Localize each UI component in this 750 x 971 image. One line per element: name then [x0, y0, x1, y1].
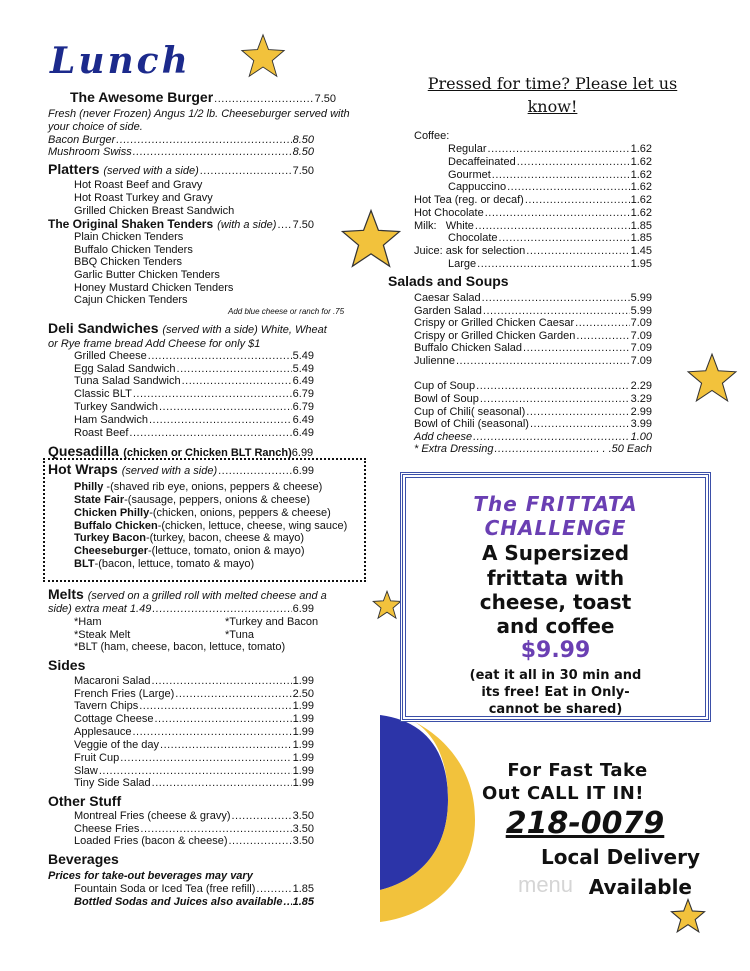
deli-item: [74, 375, 314, 388]
other-item: [74, 810, 314, 823]
wraps-price: 6.99: [292, 465, 314, 477]
coffee-label: Coffee:: [414, 130, 450, 142]
star-icon: [686, 352, 738, 404]
takeout-line-2: Out CALL IT IN!: [481, 783, 645, 804]
deli-item-price: 6.49: [292, 414, 314, 426]
deli-item-price: 5.49: [292, 363, 314, 375]
wrap-desc: -(chicken, onions, peppers & cheese): [149, 507, 331, 519]
extra-dressing-name: * Extra Dressing: [414, 443, 494, 455]
coffee-item: [448, 143, 652, 156]
other-name: Montreal Fries (cheese & gravy): [74, 810, 231, 822]
hot-chocolate-row: [414, 207, 652, 220]
salad-price: 5.99: [630, 292, 652, 304]
milk-price: 1.85: [630, 220, 652, 232]
salad-name: Garden Salad: [414, 305, 482, 317]
platter-item: Hot Roast Beef and Gravy: [74, 179, 203, 191]
side-item: [74, 726, 314, 739]
side-name: French Fries (Large): [74, 688, 175, 700]
frittata-title-1: The FRITTATA: [473, 492, 638, 516]
melt-item: *Ham: [74, 616, 102, 628]
side-price: 1.99: [292, 675, 314, 687]
wrap-desc: -(shaved rib eye, onions, peppers & cheese): [103, 481, 323, 493]
hot-tea-row: [414, 194, 652, 207]
melts-note-2: side) extra meat 1.49: [48, 603, 152, 615]
platters-header: [48, 163, 314, 178]
bacon-burger-price: 8.50: [292, 134, 314, 146]
melts-header: [48, 586, 327, 602]
tender-item: Garlic Butter Chicken Tenders: [74, 269, 220, 281]
tender-item: Buffalo Chicken Tenders: [74, 244, 193, 256]
salad-name: Caesar Salad: [414, 292, 481, 304]
burger-desc-2: your choice of side.: [48, 121, 143, 133]
pressed-line-2: know!: [527, 97, 578, 116]
salad-name: Buffalo Chicken Salad: [414, 342, 523, 354]
side-price: 1.99: [292, 752, 314, 764]
side-name: Cottage Cheese: [74, 713, 154, 725]
burger-price: 7.50: [314, 93, 336, 105]
side-item: [74, 777, 314, 790]
bottled-row: [74, 896, 314, 909]
side-price: 1.99: [292, 777, 314, 789]
deli-item-price: 6.79: [292, 401, 314, 413]
salad-item: [414, 305, 652, 318]
salad-price: 7.09: [630, 330, 652, 342]
menu-title: Lunch: [50, 40, 191, 82]
side-name: Fruit Cup: [74, 752, 120, 764]
wrap-name: State Fair: [74, 494, 125, 506]
juice-large-name: Large: [448, 258, 477, 270]
frittata-line-2: frittata with: [486, 566, 625, 590]
wrap-desc: -(lettuce, tomato, onion & mayo): [147, 545, 305, 557]
star-icon: [670, 898, 706, 934]
deli-item: [74, 401, 314, 414]
juice-row: [414, 245, 652, 258]
deli-item-name: Ham Sandwich: [74, 414, 148, 426]
juice-price: 1.45: [630, 245, 652, 257]
chocolate-milk-price: 1.85: [630, 232, 652, 244]
coffee-name: Decaffeinated: [448, 156, 516, 168]
salad-item: [414, 342, 652, 355]
deli-header: [48, 320, 327, 336]
deli-item-name: Egg Salad Sandwich: [74, 363, 176, 375]
burger-desc-1: Fresh (never Frozen) Angus 1/2 lb. Cheeseburger served with: [48, 108, 350, 120]
beverages-note: Prices for take-out beverages may vary: [48, 870, 253, 882]
frittata-title-2: CHALLENGE: [484, 516, 627, 540]
melts-title: Melts: [48, 586, 84, 602]
bottled-price: 1.85: [292, 896, 314, 908]
add-cheese-price: 1.00: [630, 431, 652, 443]
milk-name: Milk: White: [414, 220, 474, 232]
coffee-price: 1.62: [630, 143, 652, 155]
add-cheese-name: Add cheese: [414, 431, 473, 443]
side-item: [74, 752, 314, 765]
coffee-item: [448, 181, 652, 194]
deli-item: [74, 350, 314, 363]
pressed-line-1: Pressed for time? Please let us: [427, 74, 678, 93]
wrap-item: [74, 545, 305, 558]
milk-row: [414, 220, 652, 233]
wrap-item: [74, 532, 304, 545]
salads-title: Salads and Soups: [388, 273, 509, 289]
deli-note-1: (served with a side) White, Wheat: [162, 324, 327, 336]
wrap-item: [74, 494, 310, 507]
juice-large-price: 1.95: [630, 258, 652, 270]
wrap-item: [74, 558, 254, 571]
side-name: Slaw: [74, 765, 98, 777]
frittata-line-4: and coffee: [496, 614, 615, 638]
platters-note: (served with a side): [103, 165, 199, 177]
salad-item: [414, 330, 652, 343]
bottled-name: Bottled Sodas and Juices also available: [74, 896, 283, 908]
coffee-name: Gourmet: [448, 169, 491, 181]
melts-note-row: [48, 603, 314, 616]
frittata-price: $9.99: [520, 638, 591, 663]
mushroom-swiss-row: [48, 146, 314, 159]
tenders-title: The Original Shaken Tenders: [48, 217, 214, 231]
other-name: Loaded Fries (bacon & cheese): [74, 835, 228, 847]
wraps-header: [48, 463, 314, 478]
wrap-desc: -(chicken, lettuce, cheese, wing sauce): [157, 520, 348, 532]
platters-title: Platters: [48, 161, 100, 177]
deli-note-2: or Rye frame bread Add Cheese for only $1: [48, 338, 261, 350]
extra-dressing-row: [414, 443, 652, 456]
star-icon: [372, 590, 402, 620]
other-name: Cheese Fries: [74, 823, 140, 835]
wraps-note: (served with a side): [121, 465, 218, 477]
platters-price: 7.50: [292, 165, 314, 177]
soup-price: 3.99: [630, 418, 652, 430]
side-name: Tavern Chips: [74, 700, 139, 712]
wrap-name: Buffalo Chicken: [74, 520, 158, 532]
beverages-title: Beverages: [48, 851, 119, 867]
hot-tea-price: 1.62: [630, 194, 652, 206]
melt-item: *Tuna: [225, 629, 254, 641]
side-price: 2.50: [292, 688, 314, 700]
deli-item-price: 6.79: [292, 388, 314, 400]
side-item: [74, 700, 314, 713]
soup-name: Cup of Soup: [414, 380, 476, 392]
quesadilla-title: Quesadilla: [48, 443, 119, 459]
bacon-burger-name: Bacon Burger: [48, 134, 116, 146]
star-icon: [240, 33, 286, 79]
deli-item: [74, 427, 314, 440]
salad-price: 7.09: [630, 342, 652, 354]
fountain-price: 1.85: [292, 883, 314, 895]
platter-item: Hot Roast Turkey and Gravy: [74, 192, 213, 204]
side-item: [74, 739, 314, 752]
other-title: Other Stuff: [48, 793, 122, 809]
side-item: [74, 765, 314, 778]
deli-item-price: 5.49: [292, 350, 314, 362]
wrap-name: Chicken Philly: [74, 507, 150, 519]
melts-price: 6.99: [292, 603, 314, 615]
side-price: 1.99: [292, 739, 314, 751]
fountain-name: Fountain Soda or Iced Tea (free refill): [74, 883, 256, 895]
deli-item-name: Roast Beef: [74, 427, 129, 439]
deli-item-name: Classic BLT: [74, 388, 132, 400]
coffee-item: [448, 156, 652, 169]
deli-item: [74, 388, 314, 401]
side-item: [74, 675, 314, 688]
deli-item-price: 6.49: [292, 427, 314, 439]
frittata-fine-2: its free! Eat in Only-: [481, 685, 630, 700]
side-name: Tiny Side Salad: [74, 777, 151, 789]
other-item: [74, 835, 314, 848]
side-price: 1.99: [292, 726, 314, 738]
coffee-price: 1.62: [630, 156, 652, 168]
deli-item: [74, 414, 314, 427]
wrap-item: [74, 481, 322, 494]
soup-name: Cup of Chili( seasonal): [414, 406, 526, 418]
tender-item: Cajun Chicken Tenders: [74, 294, 188, 306]
takeout-line-1: For Fast Take: [507, 760, 648, 781]
frittata-fine-1: (eat it all in 30 min and: [469, 668, 642, 683]
juice-large-row: [448, 258, 652, 271]
frittata-fine-3: cannot be shared): [488, 702, 623, 717]
tenders-note: (with a side): [217, 219, 277, 231]
quesadilla-price: 6.99: [291, 447, 314, 459]
juice-name: Juice: ask for selection: [414, 245, 526, 257]
side-price: 1.99: [292, 765, 314, 777]
salad-name: Crispy or Grilled Chicken Caesar: [414, 317, 575, 329]
tenders-header: [48, 218, 314, 232]
side-price: 1.99: [292, 713, 314, 725]
wrap-name: Cheeseburger: [74, 545, 148, 557]
wrap-name: Turkey Bacon: [74, 532, 146, 544]
platter-item: Grilled Chicken Breast Sandwich: [74, 205, 235, 217]
coffee-price: 1.62: [630, 169, 652, 181]
wrap-desc: -(bacon, lettuce, tomato & mayo): [94, 558, 255, 570]
add-cheese-row: [414, 431, 652, 444]
soup-item: [414, 380, 652, 393]
side-price: 1.99: [292, 700, 314, 712]
coffee-name: Cappuccino: [448, 181, 507, 193]
melt-item: *Turkey and Bacon: [225, 616, 319, 628]
soup-price: 3.29: [630, 393, 652, 405]
wrap-name: BLT: [74, 558, 95, 570]
coffee-item: [448, 169, 652, 182]
melt-item: *BLT (ham, cheese, bacon, lettuce, tomato): [74, 641, 286, 653]
moon-graphic: [380, 700, 480, 925]
burger-row: [70, 91, 336, 106]
hot-chocolate-name: Hot Chocolate: [414, 207, 484, 219]
chocolate-milk-row: [448, 232, 652, 245]
salad-price: 7.09: [630, 317, 652, 329]
salad-name: Julienne: [414, 355, 455, 367]
side-item: [74, 713, 314, 726]
soup-item: [414, 393, 652, 406]
fountain-row: [74, 883, 314, 896]
wrap-desc: -(sausage, peppers, onions & cheese): [124, 494, 311, 506]
soup-price: 2.29: [630, 380, 652, 392]
watermark: menu: [518, 872, 574, 897]
burger-name: The Awesome Burger: [70, 89, 214, 105]
side-name: Applesauce: [74, 726, 132, 738]
wrap-desc: -(turkey, bacon, cheese & mayo): [145, 532, 305, 544]
soup-item: [414, 418, 652, 431]
soup-name: Bowl of Chili (seasonal): [414, 418, 529, 430]
mushroom-swiss-name: Mushroom Swiss: [48, 146, 132, 158]
other-item: [74, 823, 314, 836]
wraps-title: Hot Wraps: [48, 461, 118, 477]
bacon-burger-row: [48, 134, 314, 147]
quesadilla-note: (chicken or Chicken BLT Ranch): [123, 447, 292, 459]
sides-title: Sides: [48, 657, 86, 673]
salad-name: Crispy or Grilled Chicken Garden: [414, 330, 576, 342]
salad-item: [414, 355, 652, 368]
tenders-addon: Add blue cheese or ranch for .75: [228, 307, 345, 316]
tender-item: BBQ Chicken Tenders: [74, 256, 183, 268]
deli-item-price: 6.49: [292, 375, 314, 387]
deli-title: Deli Sandwiches: [48, 320, 159, 336]
soup-name: Bowl of Soup: [414, 393, 479, 405]
deli-item-name: Turkey Sandwich: [74, 401, 158, 413]
frittata-line-1: A Supersized: [481, 541, 630, 565]
other-price: 3.50: [292, 823, 314, 835]
wrap-name: Philly: [74, 481, 104, 493]
tender-item: Plain Chicken Tenders: [74, 231, 184, 243]
delivery-line-1: Local Delivery: [540, 845, 700, 869]
coffee-name: Regular: [448, 143, 487, 155]
salad-price: 7.09: [630, 355, 652, 367]
wrap-item: [74, 520, 347, 533]
coffee-price: 1.62: [630, 181, 652, 193]
hot-chocolate-price: 1.62: [630, 207, 652, 219]
hot-tea-name: Hot Tea (reg. or decaf): [414, 194, 524, 206]
tenders-price: 7.50: [292, 219, 314, 231]
salad-item: [414, 317, 652, 330]
frittata-line-3: cheese, toast: [479, 590, 632, 614]
soup-price: 2.99: [630, 406, 652, 418]
other-price: 3.50: [292, 835, 314, 847]
side-name: Veggie of the day: [74, 739, 160, 751]
delivery-line-2: Available: [588, 875, 692, 899]
salad-price: 5.99: [630, 305, 652, 317]
melt-item: *Steak Melt: [74, 629, 131, 641]
mushroom-swiss-price: 8.50: [292, 146, 314, 158]
star-icon: [340, 208, 402, 270]
extra-dressing-price: . . .50 Each: [596, 443, 652, 455]
side-item: [74, 688, 314, 701]
deli-item-name: Tuna Salad Sandwich: [74, 375, 181, 387]
deli-item-name: Grilled Cheese: [74, 350, 147, 362]
side-name: Macaroni Salad: [74, 675, 151, 687]
melts-note-1: (served on a grilled roll with melted cheese and a: [87, 590, 327, 602]
soup-item: [414, 406, 652, 419]
salad-item: [414, 292, 652, 305]
takeout-phone: 218-0079: [505, 806, 665, 841]
deli-item: [74, 363, 314, 376]
chocolate-milk-name: Chocolate: [448, 232, 498, 244]
wrap-item: [74, 507, 331, 520]
tender-item: Honey Mustard Chicken Tenders: [74, 282, 234, 294]
other-price: 3.50: [292, 810, 314, 822]
